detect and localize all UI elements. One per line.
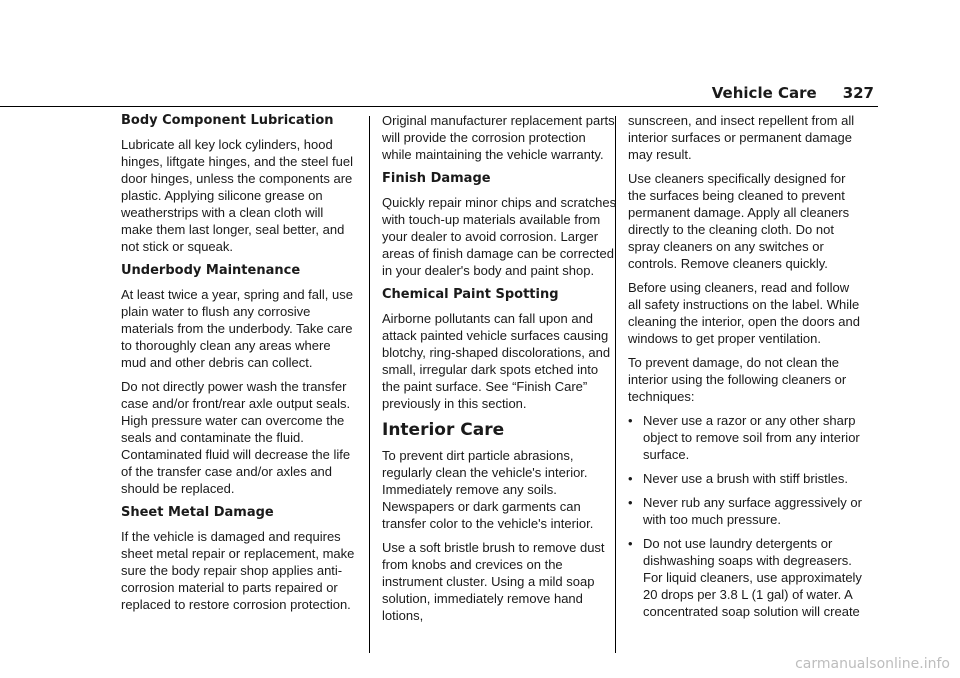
cleaning-techniques-list (628, 412, 864, 620)
paragraph: Before using cleaners, read and follow all safety instructions on the label. While cleaning the interior, open the doors and windows to get proper ventilation. (628, 280, 861, 346)
paragraph: Original manufacturer replacement parts will provide the corrosion protection while maintaining the vehicle warranty. (382, 113, 615, 162)
heading-chemical-paint-spotting: Chemical Paint Spotting (382, 287, 559, 302)
bullet-icon: • (628, 495, 633, 510)
paragraph: Lubricate all key lock cylinders, hood hinges, liftgate hinges, and the steel fuel door hinges, unless the components are plastic. Applying silicone grease on weatherstrips with a clean cloth will make them last longer, seal better, and not stick or squeak. (121, 137, 353, 254)
bullet-icon: • (628, 536, 633, 551)
list-item-text: Do not use laundry detergents or dishwashing soaps with degreasers. For liquid cleaners, use approximately 20 drops per 3.8 L (1 gal) of water. A concentrated soap solution will create (643, 536, 862, 619)
paragraph: Airborne pollutants can fall upon and attack painted vehicle surfaces causing blotchy, ring-shaped discolorations, and small, irregular dark spots etched into the paint surface. See “Finish Care” previously in this section. (382, 311, 611, 411)
list-item-text: Never rub any surface aggressively or with too much pressure. (643, 495, 862, 527)
heading-interior-care: Interior Care (382, 420, 505, 440)
paragraph: To prevent damage, do not clean the interior using the following cleaners or techniques: (628, 355, 847, 404)
column-right (628, 112, 864, 627)
paragraph: sunscreen, and insect repellent from all interior surfaces or permanent damage may result. (628, 113, 855, 162)
paragraph: To prevent dirt particle abrasions, regularly clean the vehicle's interior. Immediately remove any soils. Newspapers or dark garments can transfer color to the vehicle's interior. (382, 448, 594, 531)
list-item-text: Never use a brush with stiff bristles. (643, 471, 848, 486)
heading-finish-damage: Finish Damage (382, 171, 491, 186)
column-middle (382, 112, 618, 631)
page-header (712, 84, 874, 102)
paragraph: Do not directly power wash the transfer case and/or front/rear axle output seals. High pressure water can overcome the seals and contaminate the fluid. Contaminated fluid will decrease the life of the transfer case and/or axles and should be replaced. (121, 379, 351, 496)
column-left (121, 112, 357, 620)
list-item-text: Never use a razor or any other sharp object to remove soil from any interior surface. (643, 413, 860, 462)
heading-underbody-maintenance: Underbody Maintenance (121, 263, 301, 278)
paragraph: If the vehicle is damaged and requires sheet metal repair or replacement, make sure the body repair shop applies anti-corrosion material to parts repaired or replaced to restore corrosion protection. (121, 529, 355, 612)
list-item (628, 494, 864, 528)
section-title: Vehicle Care (711, 84, 817, 102)
paragraph: At least twice a year, spring and fall, use plain water to flush any corrosive materials from the underbody. Take care to thoroughly clean any areas where mud and other debris can collect. (121, 287, 353, 370)
paragraph: Use cleaners specifically designed for the surfaces being cleaned to prevent permanent damage. Apply all cleaners directly to the cleaning cloth. Do not spray cleaners on any switches or controls. Remove cleaners quickly. (628, 171, 850, 271)
watermark: carmanualsonline.info (795, 656, 950, 672)
paragraph: Quickly repair minor chips and scratches with touch-up materials available from your dealer to avoid corrosion. Larger areas of finish damage can be corrected in your dealer's body and paint shop. (382, 195, 617, 278)
page-number: 327 (842, 84, 874, 102)
heading-body-component-lubrication: Body Component Lubrication (121, 113, 334, 128)
paragraph: Use a soft bristle brush to remove dust from knobs and crevices on the instrument cluster. Using a mild soap solution, immediately remove hand lotions, (382, 540, 605, 623)
bullet-icon: • (628, 471, 633, 486)
heading-sheet-metal-damage: Sheet Metal Damage (121, 505, 274, 520)
list-item (628, 470, 864, 487)
column-divider (369, 116, 370, 653)
list-item (628, 535, 864, 620)
bullet-icon: • (628, 413, 633, 428)
list-item (628, 412, 864, 463)
header-rule (0, 106, 878, 107)
